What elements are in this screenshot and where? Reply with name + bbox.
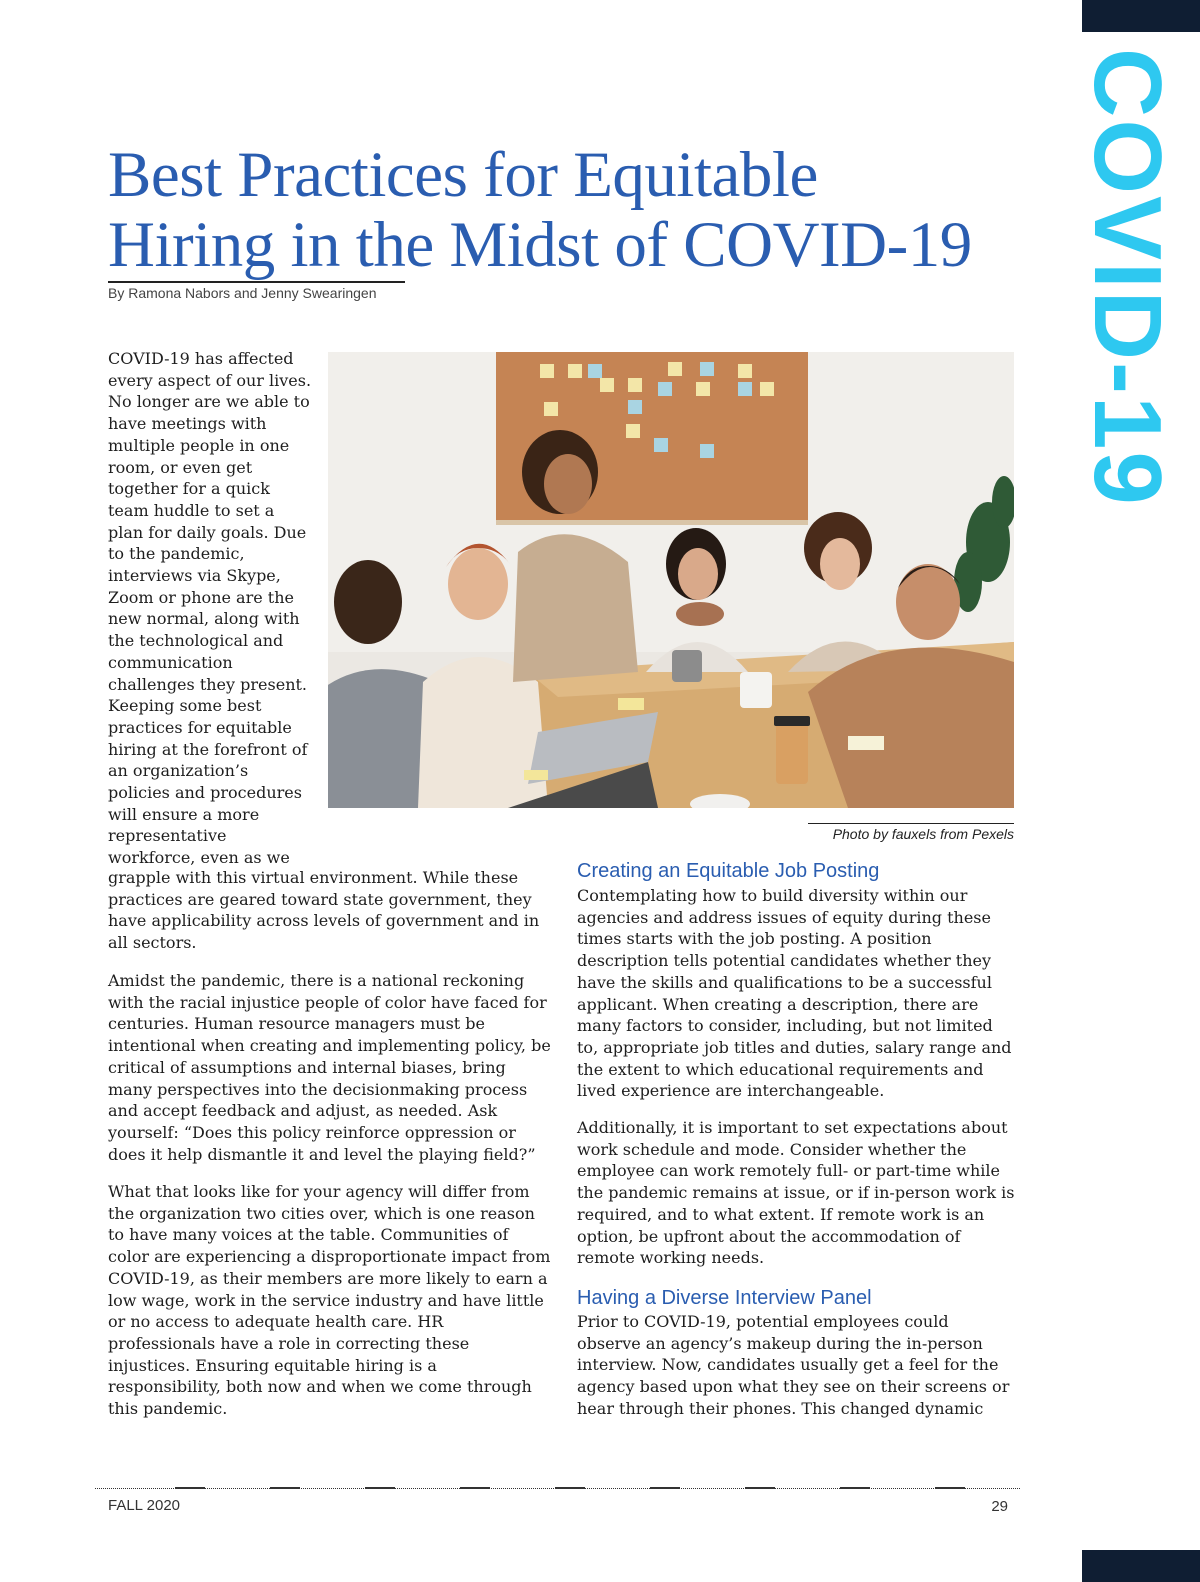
right-paragraph-2: Additionally, it is important to set expectations about work schedule and mode. Consider whether the employee can work remotely full- or part-time while the pandemic remains at issue, or if in-person work is required, and to what extent. If remote work is an option, be upfront about the accommodation of remote working needs. [577,1118,1015,1268]
intro-paragraph-wide: grapple with this virtual environment. While these practices are geared toward state government, they have applicability across levels of government and in all sectors. [108,868,540,953]
top-corner-bar [1082,0,1200,32]
heading-diverse-interview-panel: Having a Diverse Interview Panel [577,1287,872,1309]
intro-paragraph-narrow: COVID-19 has affected every aspect of our lives. No longer are we able to have meetings with multiple people in one room, or even get together for a quick team huddle to set a plan for daily goals. Due to the pandemic, interviews via Skype, Zoom or phone are the new normal, along with the technological and communication challenges they present. Keeping some best practices for equitable hiring at the forefront of an organization’s policies and procedures will ensure a more representative workforce, even as we [108,349,312,868]
bottom-corner-bar [1082,1550,1200,1582]
issue-label: FALL 2020 [108,1497,181,1514]
left-paragraph-2: Amidst the pandemic, there is a national reckoning with the racial injustice people of color have faced for centuries. Human resource managers must be intentional when creating and implementing policy, be critical of assumptions and internal biases, bring many perspectives into the decisionmaking process and accept feedback and adjust, as needed. Ask yourself: “Does this policy reinforce oppression or does it help dismantle it and level the playing field?” [108,971,551,1164]
right-paragraph-3: Prior to COVID-19, potential employees could observe an agency’s makeup during the in-person interview. Now, candidates usually get a feel for the agency based upon what they see on their screens or hear through their phones. This changed dynamic [577,1312,1010,1418]
page-number: 29 [991,1498,1008,1515]
heading-equitable-job-posting: Creating an Equitable Job Posting [577,860,880,882]
section-label: COVID-19 [1074,48,1181,507]
meeting-photo [328,352,1014,808]
right-paragraph-1: Contemplating how to build diversity within our agencies and address issues of equity during these times starts with the job posting. A position description tells potential candidates whether they have the skills and qualifications to be a successful applicant. When creating a description, there are many factors to consider, including, but not limited to, appropriate job titles and duties, salary range and the extent to which educational requirements and lived experience are interchangeable. [577,886,1012,1101]
left-paragraph-3: What that looks like for your agency will differ from the organization two cities over, which is one reason to have many voices at the table. Communities of color are experiencing a disproportionate impact from COVID-19, as their members are more likely to earn a low wage, work in the service industry and have little or no access to adequate health care. HR professionals have a role in correcting these injustices. Ensuring equitable hiring is a responsibility, both now and when we come through this pandemic. [108,1182,551,1419]
footer-rule-segments [95,1487,1020,1489]
title-line-2: Hiring in the Midst of COVID-19 [108,209,972,281]
caption-rule [808,823,1014,824]
photo-caption: Photo by fauxels from Pexels [832,826,1014,842]
byline-rule [108,281,405,283]
article-title [108,140,1048,280]
byline: By Ramona Nabors and Jenny Swearingen [108,285,377,301]
title-line-1: Best Practices for Equitable [108,139,818,211]
